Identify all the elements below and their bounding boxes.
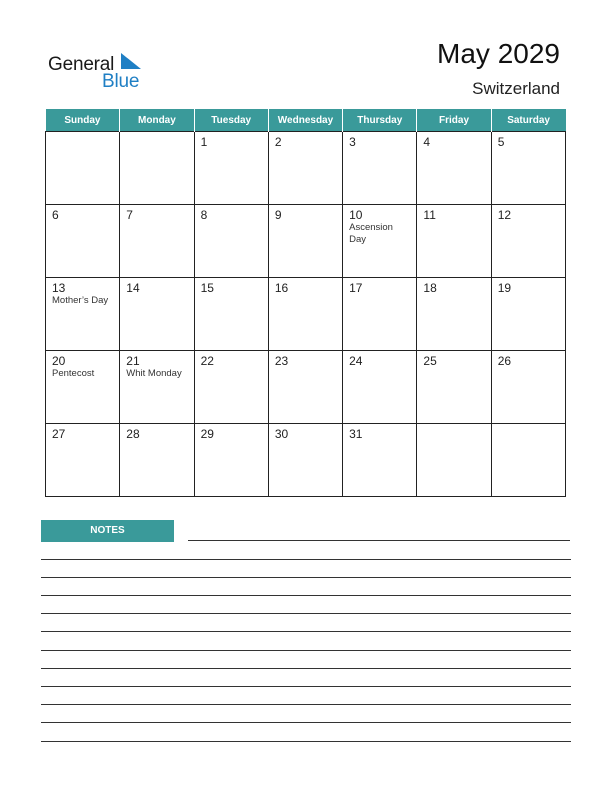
day-cell — [343, 132, 417, 205]
week-row — [46, 424, 566, 497]
note-line — [41, 650, 571, 651]
day-number: 29 — [200, 427, 214, 441]
day-number: 13 — [52, 281, 66, 295]
day-cell — [46, 424, 120, 497]
day-number: 16 — [274, 281, 289, 295]
day-cell — [343, 424, 417, 497]
day-number: 23 — [274, 354, 289, 368]
day-number — [417, 424, 490, 427]
note-line — [41, 559, 571, 560]
day-cell — [491, 278, 565, 351]
note-line — [41, 613, 571, 614]
holiday-label: Ascension Day — [349, 222, 393, 245]
day-cell — [343, 278, 417, 351]
day-cell — [194, 351, 268, 424]
note-line — [41, 668, 571, 669]
day-cell — [194, 424, 268, 497]
day-cell — [268, 278, 342, 351]
day-number: 19 — [497, 281, 512, 295]
day-cell — [417, 424, 491, 497]
day-cell — [194, 278, 268, 351]
week-row — [46, 132, 566, 205]
week-row — [46, 205, 566, 278]
day-number: 30 — [274, 427, 289, 441]
day-number: 12 — [497, 208, 512, 222]
day-cell — [491, 351, 565, 424]
note-line — [41, 741, 571, 742]
day-number: 18 — [423, 281, 437, 295]
day-cell — [491, 424, 565, 497]
note-line — [41, 577, 571, 578]
day-cell — [194, 132, 268, 205]
day-number: 27 — [52, 427, 66, 441]
day-number: 28 — [126, 427, 140, 441]
day-cell — [120, 351, 194, 424]
day-cell — [417, 278, 491, 351]
general-blue-logo — [48, 52, 148, 92]
day-number — [46, 132, 119, 135]
day-cell — [268, 351, 342, 424]
day-number: 11 — [423, 208, 436, 222]
day-number: 8 — [200, 208, 208, 222]
day-cell — [343, 351, 417, 424]
day-cell — [491, 132, 565, 205]
weekday-header: Friday — [417, 109, 491, 132]
day-number: 7 — [126, 208, 133, 222]
day-number: 20 — [52, 354, 66, 368]
weekday-header: Thursday — [343, 109, 417, 132]
day-number: 1 — [200, 135, 208, 149]
day-cell — [120, 132, 194, 205]
week-row — [46, 278, 566, 351]
day-number: 21 — [126, 354, 140, 368]
notes-label: NOTES — [41, 520, 174, 542]
weekday-header: Wednesday — [268, 109, 342, 132]
day-cell — [268, 205, 342, 278]
holiday-label: Whit Monday — [126, 368, 182, 379]
day-number: 26 — [497, 354, 512, 368]
day-number: 3 — [349, 135, 356, 149]
day-cell — [417, 132, 491, 205]
day-cell — [46, 278, 120, 351]
day-cell — [120, 205, 194, 278]
day-cell — [491, 205, 565, 278]
day-cell — [46, 205, 120, 278]
day-cell — [120, 424, 194, 497]
day-cell — [268, 424, 342, 497]
note-line — [41, 631, 571, 632]
note-line — [41, 686, 571, 687]
day-cell — [120, 278, 194, 351]
day-number: 25 — [423, 354, 437, 368]
note-line — [41, 595, 571, 596]
day-cell — [417, 351, 491, 424]
day-cell — [194, 205, 268, 278]
day-number: 24 — [349, 354, 363, 368]
day-number: 10 — [349, 208, 363, 222]
weekday-header-row — [46, 109, 566, 132]
holiday-label: Pentecost — [52, 368, 95, 379]
country-subtitle: Switzerland — [472, 79, 560, 98]
weekday-header: Tuesday — [194, 109, 268, 132]
note-line — [188, 540, 570, 541]
day-number: 15 — [200, 281, 214, 295]
day-number: 31 — [349, 427, 363, 441]
day-number: 5 — [497, 135, 505, 149]
day-cell — [268, 132, 342, 205]
day-cell — [417, 205, 491, 278]
weekday-header: Sunday — [46, 109, 120, 132]
logo-triangle-icon — [121, 53, 141, 71]
day-number: 9 — [274, 208, 282, 222]
day-number: 2 — [274, 135, 282, 149]
note-line — [41, 704, 571, 705]
note-line — [41, 722, 571, 723]
day-number: 14 — [126, 281, 140, 295]
weekday-header: Saturday — [491, 109, 565, 132]
day-cell — [46, 351, 120, 424]
weekday-header: Monday — [120, 109, 194, 132]
calendar-grid — [45, 109, 566, 497]
day-cell — [343, 205, 417, 278]
day-number — [120, 132, 193, 135]
day-number: 17 — [349, 281, 363, 295]
day-cell — [46, 132, 120, 205]
day-number: 22 — [200, 354, 214, 368]
week-row — [46, 351, 566, 424]
day-number: 6 — [52, 208, 59, 222]
day-number: 4 — [423, 135, 431, 149]
holiday-label: Mother’s Day — [52, 295, 109, 306]
day-number — [492, 424, 565, 427]
logo-text-general: General — [48, 54, 115, 75]
page-title: May 2029 — [437, 38, 560, 69]
logo-text-blue: Blue — [102, 71, 140, 92]
